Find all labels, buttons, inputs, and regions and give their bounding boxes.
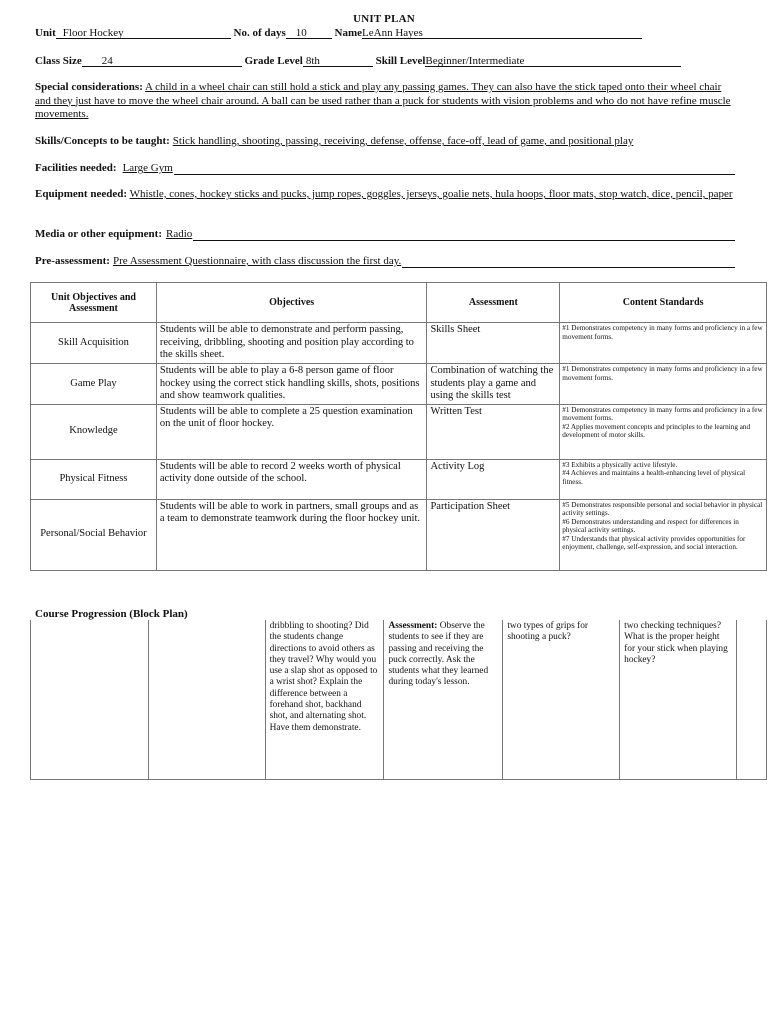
assessment-cell: Skills Sheet <box>427 323 560 364</box>
grade-label: Grade Level <box>244 55 303 67</box>
assessment-cell: Participation Sheet <box>427 499 560 570</box>
page-title: UNIT PLAN <box>353 13 415 25</box>
class-size-value: 24 <box>101 55 113 67</box>
unit-value: Floor Hockey <box>62 27 124 39</box>
assessment-text: Observe the students to see if they are passing and receiving the puck correctly. Ask the students what they learned during today's lesson. <box>388 621 489 688</box>
preassessment-text: Pre Assessment Questionnaire, with class discussion the first day. <box>112 255 402 267</box>
facilities-text: Large Gym <box>122 162 173 174</box>
standards-cell: #1 Demonstrates competency in many forms and proficiency in a few movement forms. <box>560 364 767 405</box>
equipment-text: Whistle, cones, hockey sticks and pucks, jump ropes, goggles, jerseys, goalie nets, hula hoops, floor mats, stop watch, dice, pencil, paper <box>129 188 733 200</box>
assessment-label: Assessment: <box>388 621 438 631</box>
area-cell: Game Play <box>31 364 157 405</box>
area-cell: Personal/Social Behavior <box>31 499 157 570</box>
header-standards: Content Standards <box>560 283 767 323</box>
objective-cell: Students will be able to work in partners, small groups and as a team to demonstrate teamwork during the floor hockey unit. <box>156 499 427 570</box>
table-row <box>31 499 767 570</box>
header-row-2 <box>35 55 681 68</box>
media-label: Media or other equipment: <box>35 228 162 240</box>
preassessment-row <box>35 255 735 268</box>
equipment-row <box>35 188 735 202</box>
block-plan-cell <box>31 620 149 780</box>
objective-cell: Students will be able to record 2 weeks worth of physical activity done outside of the school. <box>156 459 427 499</box>
area-cell: Physical Fitness <box>31 459 157 499</box>
preassessment-label: Pre-assessment: <box>35 255 110 267</box>
media-text: Radio <box>166 228 193 240</box>
skills-text: Stick handling, shooting, passing, receiving, defense, offense, face-off, lead of game, and positional play <box>172 135 634 147</box>
header-area: Unit Objectives and Assessment <box>31 283 157 323</box>
objective-cell: Students will be able to play a 6-8 person game of floor hockey using the correct stick handling skills, shots, positions and show teamwork qualities. <box>156 364 427 405</box>
media-row <box>35 228 735 241</box>
facilities-row <box>35 162 735 175</box>
area-cell: Skill Acquisition <box>31 323 157 364</box>
block-plan-cell-assessment <box>384 620 503 780</box>
table-row <box>31 323 767 364</box>
standards-cell: #1 Demonstrates competency in many forms and proficiency in a few movement forms. #2 Applies movement concepts and principles to the learning and development of motor skills. <box>560 404 767 459</box>
area-cell: Knowledge <box>31 404 157 459</box>
objective-cell: Students will be able to demonstrate and perform passing, receiving, dribbling, shooting and position play according to the skills sheet. <box>156 323 427 364</box>
assessment-cell: Written Test <box>427 404 560 459</box>
skill-level-field[interactable] <box>425 55 681 67</box>
assessment-cell: Activity Log <box>427 459 560 499</box>
name-label: Name <box>334 27 363 39</box>
objective-cell: Students will be able to complete a 25 question examination on the unit of floor hockey. <box>156 404 427 459</box>
block-plan-cell: two checking techniques? What is the proper height for your stick when playing hockey? <box>620 620 737 780</box>
objectives-header-row <box>31 283 767 323</box>
special-considerations <box>35 81 735 122</box>
assessment-cell: Combination of watching the students play a game and using the skills test <box>427 364 560 405</box>
grade-value: 8th <box>305 55 320 67</box>
class-size-label: Class Size <box>35 55 82 67</box>
skills-row <box>35 135 735 148</box>
block-plan-cell: two types of grips for shooting a puck? <box>503 620 620 780</box>
standards-cell: #3 Exhibits a physically active lifestyle. #4 Achieves and maintains a health-enhancing level of physical fitness. <box>560 459 767 499</box>
block-plan-cell <box>737 620 767 780</box>
table-row <box>31 364 767 405</box>
preassessment-line <box>402 256 735 268</box>
special-text: A child in a wheel chair can still hold a stick and play any passing games. They can also have the stick taped onto their wheel chair and they just have to move the wheel chair around. A ball can be used rather than a puck for students with vision problems and who do not have refine muscle movements. <box>35 81 731 120</box>
block-plan-table <box>30 620 767 780</box>
days-value: 10 <box>295 27 307 39</box>
course-progression-title: Course Progression (Block Plan) <box>35 608 188 620</box>
facilities-line <box>174 163 735 175</box>
class-size-field[interactable] <box>82 55 242 67</box>
standards-cell: #1 Demonstrates competency in many forms and proficiency in a few movement forms. <box>560 323 767 364</box>
equipment-label: Equipment needed: <box>35 188 127 200</box>
grade-field[interactable] <box>303 55 373 67</box>
header-assessment: Assessment <box>427 283 560 323</box>
objectives-table <box>30 282 767 571</box>
header-objectives: Objectives <box>156 283 427 323</box>
skill-level-label: Skill Level <box>375 55 426 67</box>
unit-field[interactable] <box>56 27 231 39</box>
table-row <box>31 404 767 459</box>
days-label: No. of days <box>233 27 286 39</box>
name-field[interactable] <box>362 27 642 39</box>
skill-level-value: Beginner/Intermediate <box>425 55 525 67</box>
media-line <box>193 229 735 241</box>
days-field[interactable] <box>286 27 332 39</box>
skills-label: Skills/Concepts to be taught: <box>35 135 170 147</box>
block-plan-cell: dribbling to shooting? Did the students change directions to avoid others as they travel? Why would you use a slap shot as opposed to a wrist shot? Explain the difference between a forehand shot, backhand shot, and alternating shot. Have them demonstrate. <box>265 620 384 780</box>
block-plan-row <box>31 620 767 780</box>
table-row <box>31 459 767 499</box>
name-value: LeAnn Hayes <box>362 27 423 39</box>
special-label: Special considerations: <box>35 81 143 93</box>
unit-label: Unit <box>35 27 56 39</box>
facilities-label: Facilities needed: <box>35 162 117 174</box>
block-plan-cell <box>148 620 265 780</box>
standards-cell: #5 Demonstrates responsible personal and social behavior in physical activity settings. #6 Demonstrates understanding and respect for differences in physical activity settings. #7 Understands that physical activity provides opportunities for enjoyment, challenge, self-expression, and social interaction. <box>560 499 767 570</box>
header-row-1 <box>35 27 642 40</box>
